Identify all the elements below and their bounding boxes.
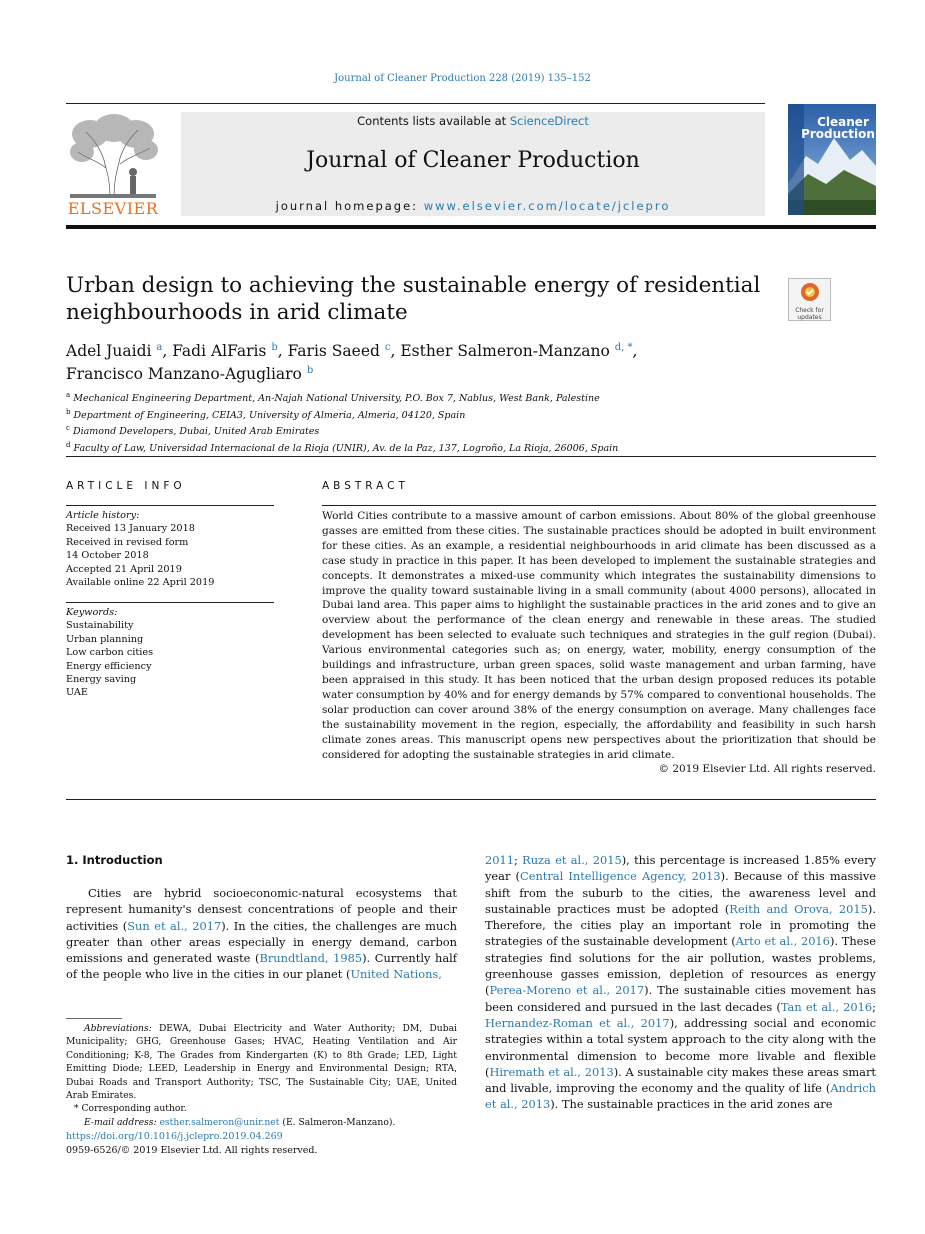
elsevier-wordmark: ELSEVIER: [67, 199, 159, 218]
citation-link[interactable]: Hiremath et al., 2013: [489, 1064, 614, 1079]
history-item: Available online 22 April 2019: [66, 577, 215, 589]
abbreviations-text: DEWA, Dubai Electricity and Water Authority; DM, Dubai Municipality; GHG, Greenhouse Gases; HVAC, Heating Ventilation and Air Conditioning; K-8, The Grades from Kindergarten (K) to 8th Grade; LED, Light Emitting Diode; LEED, Leadership in Energy and Environmental Design; RTA, Dubai Roads and Transport Authority; TSC, The Sustainable City; UAE, United Arab Emirates.: [66, 1023, 457, 1102]
footnotes: [66, 1022, 457, 1129]
email-footnote: [66, 1116, 457, 1129]
citation-link[interactable]: Perea-Moreno et al., 2017: [489, 983, 645, 998]
citation-link[interactable]: Arto et al., 2016: [735, 934, 830, 949]
history-item: Accepted 21 April 2019: [66, 563, 182, 575]
elsevier-tree-icon: [66, 112, 160, 200]
footnote-rule: [66, 1018, 122, 1019]
affiliation-text: Faculty of Law, Universidad Internacional de la Rioja (UNIR), Av. de la Paz, 137, Logroño, La Rioja, 26006, Spain: [73, 442, 619, 454]
citation-link[interactable]: Hernandez-Roman et al., 2017: [485, 1015, 670, 1030]
citation-link[interactable]: Reith and Orova, 2015: [729, 901, 868, 916]
body-text: ), this percentage is increased 1.85% every year (: [485, 853, 876, 884]
doi-link[interactable]: https://doi.org/10.1016/j.jclepro.2019.04.269: [66, 1131, 283, 1142]
affiliation-mark: a: [66, 391, 71, 399]
article-title: Urban design to achieving the sustainable energy of residential neighbourhoods in arid climate: [66, 273, 761, 325]
body-text: Cities are hybrid socioeconomic-natural ecosystems that represent humanity's densest concentrations of people and their activities (: [66, 886, 457, 933]
citation-link[interactable]: 2011: [485, 853, 514, 867]
article-info-rule: [66, 505, 274, 506]
email-link[interactable]: esther.salmeron@unir.net: [159, 1116, 280, 1128]
affiliation-mark: d: [66, 440, 71, 449]
affiliation-mark: c: [66, 424, 70, 433]
body-column-left: [66, 885, 457, 983]
history-label: Article history:: [66, 510, 140, 521]
keyword: Energy saving: [66, 674, 137, 686]
check-updates-icon: [798, 281, 822, 303]
check-for-updates-button[interactable]: [788, 278, 831, 321]
body-column-right: [485, 852, 876, 1113]
body-text: ). These strategies find solutions for the air pollution, wastes problems, greenhouse gasses emission, depletion of resources as energy (: [485, 934, 876, 998]
history-item: Received in revised form: [66, 536, 189, 548]
introduction-heading: 1. Introduction: [66, 853, 163, 867]
check-badge-line1: Check for: [795, 307, 824, 314]
keyword: Sustainability: [66, 620, 134, 632]
affiliation-text: Diamond Developers, Dubai, United Arab Emirates: [72, 426, 320, 438]
keyword: Urban planning: [66, 633, 144, 645]
affiliation: [66, 406, 786, 423]
abbreviations-footnote: [66, 1022, 457, 1102]
article-info-heading: ARTICLE INFO: [66, 480, 186, 492]
keyword: Low carbon cities: [66, 647, 154, 659]
article-history: [66, 509, 274, 589]
corresponding-footnote: [66, 1102, 457, 1115]
homepage-link[interactable]: www.elsevier.com/locate/jclepro: [423, 199, 671, 213]
journal-name: Journal of Cleaner Production: [306, 148, 640, 173]
affiliation: [66, 422, 786, 439]
abstract-rule: [322, 505, 876, 506]
keywords-rule: [66, 602, 274, 603]
email-suffix: (E. Salmeron-Manzano).: [279, 1116, 396, 1128]
abstract-heading: ABSTRACT: [322, 480, 409, 492]
affiliation-text: Department of Engineering, CEIA3, University of Almeria, Almeria, 04120, Spain: [73, 409, 466, 421]
affiliation-text: Mechanical Engineering Department, An-Najah National University, P.O. Box 7, Nablus, West Bank, Palestine: [73, 393, 600, 405]
asterisk-mark: *: [74, 1103, 79, 1115]
abstract-copyright: © 2019 Elsevier Ltd. All rights reserved.: [658, 763, 876, 775]
keyword: UAE: [66, 687, 88, 699]
author-name[interactable]: Esther Salmeron-Manzano: [400, 342, 610, 361]
history-item: 14 October 2018: [66, 550, 149, 562]
contents-prefix: Contents lists available at: [357, 114, 510, 128]
author-list: Adel Juaidi $^a$, Fadi AlFaris $^b$, Faris Saeed $^c$, Esther Salmeron-Manzano $^{d, *}$, Francisco Manzano-Agugliaro $^b$: [66, 342, 638, 384]
body-text: ;: [872, 999, 877, 1014]
cover-mountain-icon: [788, 104, 876, 215]
body-text: ;: [514, 853, 523, 867]
body-text: ). Because of this massive shift from the suburb to the cities, the awareness level and sustainable practices must be adopted (: [485, 869, 876, 916]
author-name[interactable]: Francisco Manzano-Agugliaro: [66, 365, 302, 384]
section-rule: [66, 799, 876, 800]
citation-link[interactable]: United Nations,: [350, 967, 442, 982]
body-text: ). A sustainable city makes these areas smart and livable, improving the economy and the quality of life (: [485, 1064, 876, 1096]
cover-title-line2: Production: [801, 127, 875, 141]
author-affil-mark[interactable]: a: [156, 342, 163, 353]
author-affil-mark[interactable]: d, *: [614, 342, 633, 353]
history-item: Received 13 January 2018: [66, 523, 195, 535]
affiliation-mark: b: [66, 407, 71, 416]
citation-link[interactable]: Central Intelligence Agency, 2013: [519, 869, 721, 884]
contents-line: [181, 114, 765, 128]
author-affil-mark[interactable]: b: [271, 342, 278, 353]
body-text: ). Currently half of the people who live in the cities in our planet (: [66, 951, 457, 982]
affiliation: [66, 389, 786, 406]
citation-link[interactable]: Sun et al., 2017: [127, 918, 222, 933]
affiliation: [66, 439, 786, 456]
affiliation-list: [66, 389, 786, 455]
body-text: ), addressing social and economic strategies within a total system approach to the city along with the environmental dimension to become more livable and flexible (: [485, 1015, 877, 1079]
corresponding-text: Corresponding author.: [81, 1103, 187, 1115]
email-label: E-mail address:: [84, 1116, 157, 1128]
homepage-prefix: journal homepage:: [275, 199, 424, 213]
citation-link[interactable]: Ruza et al., 2015: [522, 853, 622, 867]
section-rule: [66, 456, 876, 457]
body-text: ). In the cities, the challenges are much greater than other areas especially in energy demand, carbon emissions and generated waste (: [66, 918, 457, 966]
author-affil-mark[interactable]: c: [384, 342, 391, 353]
keyword: Energy efficiency: [66, 660, 152, 672]
sciencedirect-link[interactable]: ScienceDirect: [509, 114, 589, 128]
author-name[interactable]: Adel Juaidi: [66, 342, 152, 361]
masthead-rule: [66, 225, 876, 229]
body-text: ). The sustainable practices in the arid zones are: [550, 1097, 833, 1112]
journal-citation[interactable]: Journal of Cleaner Production 228 (2019) 135–152: [334, 73, 591, 84]
abbreviations-label: Abbreviations:: [84, 1023, 152, 1034]
abstract-text: World Cities contribute to a massive amount of carbon emissions. About 80% of the global greenhouse gasses are emitted from these cities. The sustainable practices should be adopted in built environment for these cities. As an example, a residential neighbourhoods in arid climate has been discussed as a case study in practice in this paper. It has been developed to implement the sustainable strategies and concepts. It demonstrates a mixed-use community which integrates the sustainability dimensions to improve the quality toward sustainable living in a small community (about 4000 persons), allocated in Dubai land area. This paper aims to highlight the sustainable practices in the arid zones and to give an overview about the performance of the clean energy and renewable in these areas. The studied development has been selected to evaluate such techniques and strategies in the gulf region (Dubai). Various environmental categories such as; on energy, water, mobility, energy consumption of the buildings and infrastructure, urban green spaces, solid waste management and urban farming, have been appraised in this study. It has been noticed that the urban design proposed reduces its potable water consumption by 40% and for energy demands by 57% compared to conventional households. The solar production can cover around 38% of the energy consumption on average. Many challenges face the sustainability movement in the region, especially, the affordability and feasibility in such harsh climate zones areas. This manuscript opens new perspectives about the prioritization that should be considered for adopting the sustainable strategies in arid climate.: [322, 510, 876, 761]
citation-link[interactable]: Brundtland, 1985: [259, 951, 363, 966]
keywords-label: Keywords:: [66, 607, 118, 618]
author-name[interactable]: Fadi AlFaris: [172, 342, 267, 361]
author-name[interactable]: Faris Saeed: [287, 342, 380, 361]
check-badge-line2: updates: [797, 314, 822, 321]
issn-line: 0959-6526/© 2019 Elsevier Ltd. All rights reserved.: [66, 1145, 318, 1156]
header-rule: [66, 103, 765, 104]
cover-title-line1: Cleaner: [817, 115, 869, 129]
citation-link[interactable]: Tan et al., 2016: [780, 999, 873, 1014]
body-text: ). The sustainable cities movement has been considered and pursued in the last decades (: [485, 983, 876, 1014]
body-text: ). Therefore, the cities play an important role in promoting the strategies of the sustainable development (: [485, 901, 876, 949]
keywords-list: [66, 606, 274, 700]
citation-link[interactable]: Andrich et al., 2013: [485, 1081, 876, 1112]
author-affil-mark[interactable]: b: [306, 365, 314, 377]
homepage-line: [181, 199, 765, 213]
journal-cover-image[interactable]: [788, 104, 876, 215]
